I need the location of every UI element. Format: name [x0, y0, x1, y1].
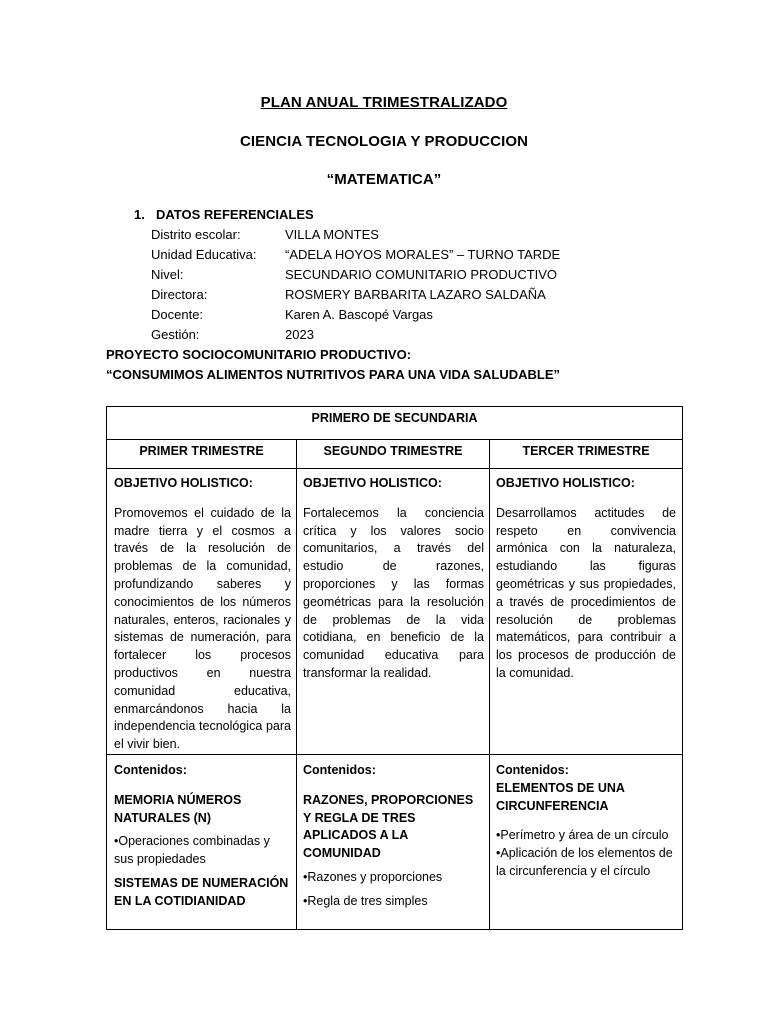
- ref-value: 2023: [285, 327, 314, 342]
- ref-value: ROSMERY BARBARITA LAZARO SALDAÑA: [285, 287, 546, 302]
- ref-label: Distrito escolar:: [151, 227, 241, 242]
- table-rule: [489, 439, 490, 930]
- content-bullet: •Aplicación de los elementos de la circunferencia y el círculo: [496, 846, 673, 878]
- ref-label: Gestión:: [151, 327, 200, 342]
- document-subtitle: CIENCIA TECNOLOGIA Y PRODUCCION: [239, 133, 529, 150]
- content-bullet: •Perímetro y área de un círculo: [496, 828, 669, 843]
- document-title: PLAN ANUAL TRIMESTRALIZADO: [260, 94, 508, 111]
- contents-cell-third: [496, 762, 676, 881]
- objective-text: Desarrollamos actitudes de respeto en convivencia armónica con la naturaleza, estudiando las figuras geométricas y sus propiedades, a través de procedimientos de resolución de problemas matemáticos, para contribuir a los procesos de producción de la comunidad.: [496, 505, 676, 680]
- table-rule: [296, 439, 297, 930]
- subject-title: “MATEMATICA”: [326, 171, 442, 188]
- section-number: 1.: [134, 207, 145, 222]
- section-heading-text: DATOS REFERENCIALES: [156, 207, 314, 222]
- ref-value: “ADELA HOYOS MORALES” – TURNO TARDE: [285, 247, 561, 262]
- plan-table: [106, 406, 683, 930]
- contents-label: Contenidos:: [496, 763, 569, 777]
- project-name: “CONSUMIMOS ALIMENTOS NUTRITIVOS PARA UNA VIDA SALUDABLE”: [106, 367, 561, 382]
- ref-label: Unidad Educativa:: [151, 247, 257, 262]
- ref-label: Nivel:: [151, 267, 184, 282]
- contents-cell-first: [114, 762, 291, 911]
- section-heading: [134, 207, 314, 222]
- objective-text: Fortalecemos la conciencia crítica y los valores socio comunitarios, a través del estudio de razones, proporciones y las formas geométricas para la resolución de problemas de la vida cotidiana, en beneficio de la comunidad educativa para transformar la realidad.: [303, 505, 484, 680]
- objective-cell-second: [303, 475, 484, 683]
- content-topic: MEMORIA NÚMEROS NATURALES (N): [114, 792, 242, 825]
- table-header: PRIMERO DE SECUNDARIA: [311, 411, 478, 425]
- content-topic: ELEMENTOS DE UNA CIRCUNFERENCIA: [496, 780, 625, 813]
- project-label: PROYECTO SOCIOCOMUNITARIO PRODUCTIVO:: [106, 347, 412, 362]
- ref-value: SECUNDARIO COMUNITARIO PRODUCTIVO: [285, 267, 558, 282]
- column-header-second: SEGUNDO TRIMESTRE: [323, 444, 463, 458]
- content-bullet: •Razones y proporciones: [303, 869, 443, 884]
- objective-label: OBJETIVO HOLISTICO:: [496, 476, 635, 490]
- contents-label: Contenidos:: [114, 763, 187, 777]
- contents-cell-second: [303, 762, 484, 911]
- ref-value: VILLA MONTES: [285, 227, 379, 242]
- table-rule: [107, 439, 682, 440]
- table-rule: [107, 468, 682, 469]
- column-header-third: TERCER TRIMESTRE: [522, 444, 650, 458]
- ref-value: Karen A. Bascopé Vargas: [285, 307, 433, 322]
- objective-cell-first: [114, 475, 291, 754]
- content-bullet: •Regla de tres simples: [303, 893, 428, 908]
- content-bullet: •Operaciones combinadas y sus propiedades: [114, 834, 270, 867]
- content-topic: RAZONES, PROPORCIONES Y REGLA DE TRES APLICADOS A LA COMUNIDAD: [303, 792, 474, 861]
- ref-label: Directora:: [151, 287, 208, 302]
- objective-cell-third: [496, 475, 676, 683]
- objective-label: OBJETIVO HOLISTICO:: [303, 476, 442, 490]
- objective-label: OBJETIVO HOLISTICO:: [114, 476, 253, 490]
- ref-label: Docente:: [151, 307, 204, 322]
- content-topic: SISTEMAS DE NUMERACIÓN EN LA COTIDIANIDAD: [114, 875, 289, 908]
- objective-text: Promovemos el cuidado de la madre tierra y el cosmos a través de la resolución de problemas de la comunidad, profundizando saberes y conocimientos de los números naturales, enteros, racionales y sistemas de numeración, para fortalecer los procesos productivos en nuestra comunidad educativa, enmarcándonos hacia la independencia tecnológica para el vivir bien.: [114, 505, 291, 752]
- contents-label: Contenidos:: [303, 763, 376, 777]
- table-rule: [107, 754, 682, 755]
- column-header-first: PRIMER TRIMESTRE: [139, 444, 264, 458]
